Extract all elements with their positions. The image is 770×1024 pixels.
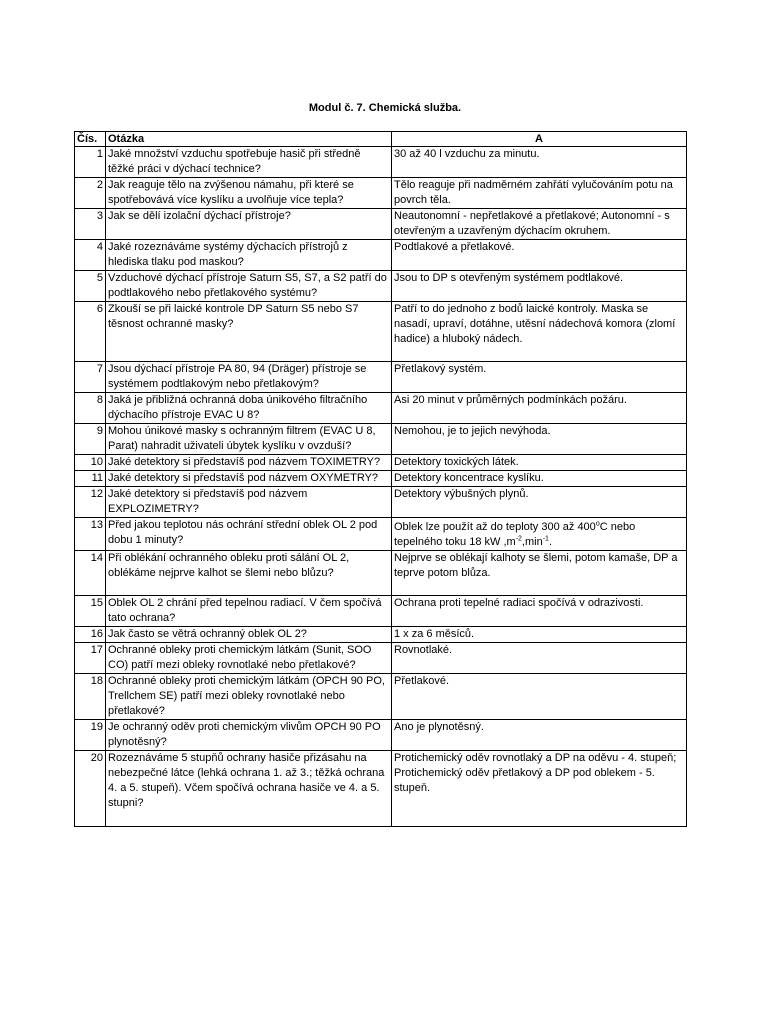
answer-cell: Nemohou, je to jejich nevýhoda. — [392, 424, 687, 455]
answer-cell: 30 až 40 l vzduchu za minutu. — [392, 147, 687, 178]
table-row — [75, 302, 687, 362]
table-row — [75, 751, 687, 827]
row-number: 1 — [75, 147, 106, 178]
question-cell: Ochranné obleky proti chemickým látkám (Sunit, SOO CO) patří mezi obleky rovnotlaké nebo přetlakové? — [106, 643, 392, 674]
table-row — [75, 240, 687, 271]
row-number: 2 — [75, 178, 106, 209]
answer-text: . — [548, 536, 552, 548]
row-number: 12 — [75, 487, 106, 518]
answer-text: Oblek lze použít až do teploty 300 až 400 — [394, 521, 596, 533]
question-cell: Je ochranný oděv proti chemickým vlivům OPCH 90 PO plynotěsný? — [106, 720, 392, 751]
question-cell: Ochranné obleky proti chemickým látkám (OPCH 90 PO, Trellchem SE) patří mezi obleky rovnotlaké nebo přetlakové? — [106, 674, 392, 720]
row-number: 4 — [75, 240, 106, 271]
answer-cell: Patří to do jednoho z bodů laické kontroly. Maska se nasadí, upraví, dotáhne, utěsní nádechová komora (zlomí hadice) a hluboký nádech. — [392, 302, 687, 362]
table-row — [75, 596, 687, 627]
row-number: 17 — [75, 643, 106, 674]
answer-cell: Detektory výbušných plynů. — [392, 487, 687, 518]
row-number: 6 — [75, 302, 106, 362]
question-cell: Před jakou teplotou nás ochrání střední oblek OL 2 pod dobu 1 minuty? — [106, 518, 392, 551]
row-number: 19 — [75, 720, 106, 751]
question-cell: Mohou únikové masky s ochranným filtrem (EVAC U 8, Parat) nahradit uživateli úbytek kyslíku v ovzduší? — [106, 424, 392, 455]
answer-cell: Podtlakové a přetlakové. — [392, 240, 687, 271]
question-cell: Jaká je přibližná ochranná doba únikového filtračního dýchacího přístroje EVAC U 8? — [106, 393, 392, 424]
degree-mark: o — [595, 520, 600, 528]
header-answer: A — [392, 132, 687, 147]
answer-cell: Přetlakový systém. — [392, 362, 687, 393]
table-header-row — [75, 132, 687, 147]
answer-cell: Tělo reaguje při nadměrném zahřátí vylučováním potu na povrch těla. — [392, 178, 687, 209]
table-row — [75, 147, 687, 178]
answer-cell: Detektory toxických látek. — [392, 455, 687, 471]
row-number: 18 — [75, 674, 106, 720]
table-row — [75, 627, 687, 643]
question-cell: Vzduchové dýchací přístroje Saturn S5, S7, a S2 patří do podtlakového nebo přetlakového systému? — [106, 271, 392, 302]
question-cell: Jaké detektory si představíš pod názvem OXYMETRY? — [106, 471, 392, 487]
question-cell: Rozeznáváme 5 stupňů ochrany hasiče přizásahu na nebezpečné látce (lehká ochrana 1. až 3.; těžká ochrana 4. a 5. stupeň). Včem spočívá ochrana hasiče ve 4. a 5. stupni? — [106, 751, 392, 827]
question-cell: Jsou dýchací přístroje PA 80, 94 (Dräger) přístroje se systémem podtlakovým nebo přetlakovým? — [106, 362, 392, 393]
row-number: 13 — [75, 518, 106, 551]
table-row — [75, 455, 687, 471]
answer-cell: 1 x za 6 měsíců. — [392, 627, 687, 643]
answer-text: C nebo tepelného toku 18 kW ,m — [394, 521, 636, 548]
answer-cell: Jsou to DP s otevřeným systémem podtlakové. — [392, 271, 687, 302]
row-number: 14 — [75, 551, 106, 596]
table-row — [75, 271, 687, 302]
row-number: 15 — [75, 596, 106, 627]
answer-cell: Nejprve se oblékají kalhoty se šlemi, potom kamaše, DP a teprve potom blůza. — [392, 551, 687, 596]
question-cell: Jak se dělí izolační dýchací přístroje? — [106, 209, 392, 240]
header-question: Otázka — [106, 132, 392, 147]
answer-cell: Rovnotlaké. — [392, 643, 687, 674]
question-cell: Oblek OL 2 chrání před tepelnou radiací. V čem spočívá tato ochrana? — [106, 596, 392, 627]
answer-cell — [392, 518, 687, 551]
question-cell: Zkouší se při laické kontrole DP Saturn S5 nebo S7 těsnost ochranné masky? — [106, 302, 392, 362]
table-row — [75, 362, 687, 393]
row-number: 20 — [75, 751, 106, 827]
row-number: 8 — [75, 393, 106, 424]
table-row — [75, 424, 687, 455]
answer-cell: Detektory koncentrace kyslíku. — [392, 471, 687, 487]
row-number: 9 — [75, 424, 106, 455]
table-row — [75, 487, 687, 518]
question-cell: Jaké množství vzduchu spotřebuje hasič při středně těžké práci v dýchací technice? — [106, 147, 392, 178]
question-cell: Jak často se větrá ochranný oblek OL 2? — [106, 627, 392, 643]
row-number: 10 — [75, 455, 106, 471]
table-row — [75, 643, 687, 674]
table-row — [75, 209, 687, 240]
answer-cell: Asi 20 minut v průměrných podmínkách požáru. — [392, 393, 687, 424]
row-number: 16 — [75, 627, 106, 643]
table-row — [75, 178, 687, 209]
table-row — [75, 551, 687, 596]
header-number: Čís. — [75, 132, 106, 147]
row-number: 11 — [75, 471, 106, 487]
answer-text: ,min — [521, 536, 543, 548]
answer-cell: Přetlakové. — [392, 674, 687, 720]
row-number: 5 — [75, 271, 106, 302]
questions-table — [74, 131, 687, 827]
table-row — [75, 720, 687, 751]
question-cell: Jaké rozeznáváme systémy dýchacích přístrojů z hlediska tlaku pod maskou? — [106, 240, 392, 271]
question-cell: Jaké detektory si představíš pod názvem TOXIMETRY? — [106, 455, 392, 471]
table-row — [75, 393, 687, 424]
answer-cell: Ochrana proti tepelné radiaci spočívá v odrazivosti. — [392, 596, 687, 627]
table-row — [75, 674, 687, 720]
exponent: -1 — [542, 535, 549, 543]
table-row — [75, 471, 687, 487]
row-number: 3 — [75, 209, 106, 240]
question-cell: Při oblékání ochranného obleku proti sálání OL 2, oblékáme nejprve kalhot se šlemi nebo blůzu? — [106, 551, 392, 596]
question-cell: Jaké detektory si představíš pod názvem EXPLOZIMETRY? — [106, 487, 392, 518]
answer-cell: Neautonomní - nepřetlakové a přetlakové; Autonomní - s otevřeným a uzavřeným dýchacím okruhem. — [392, 209, 687, 240]
exponent: -2 — [515, 535, 522, 543]
question-cell: Jak reaguje tělo na zvýšenou námahu, při které se spotřebovává více kyslíku a uvolňuje více tepla? — [106, 178, 392, 209]
answer-cell: Ano je plynotěsný. — [392, 720, 687, 751]
table-row — [75, 518, 687, 551]
row-number: 7 — [75, 362, 106, 393]
answer-cell: Protichemický oděv rovnotlaký a DP na oděvu - 4. stupeň; Protichemický oděv přetlakový a DP pod oblekem - 5. stupeň. — [392, 751, 687, 827]
page-title: Modul č. 7. Chemická služba. — [308, 102, 462, 114]
